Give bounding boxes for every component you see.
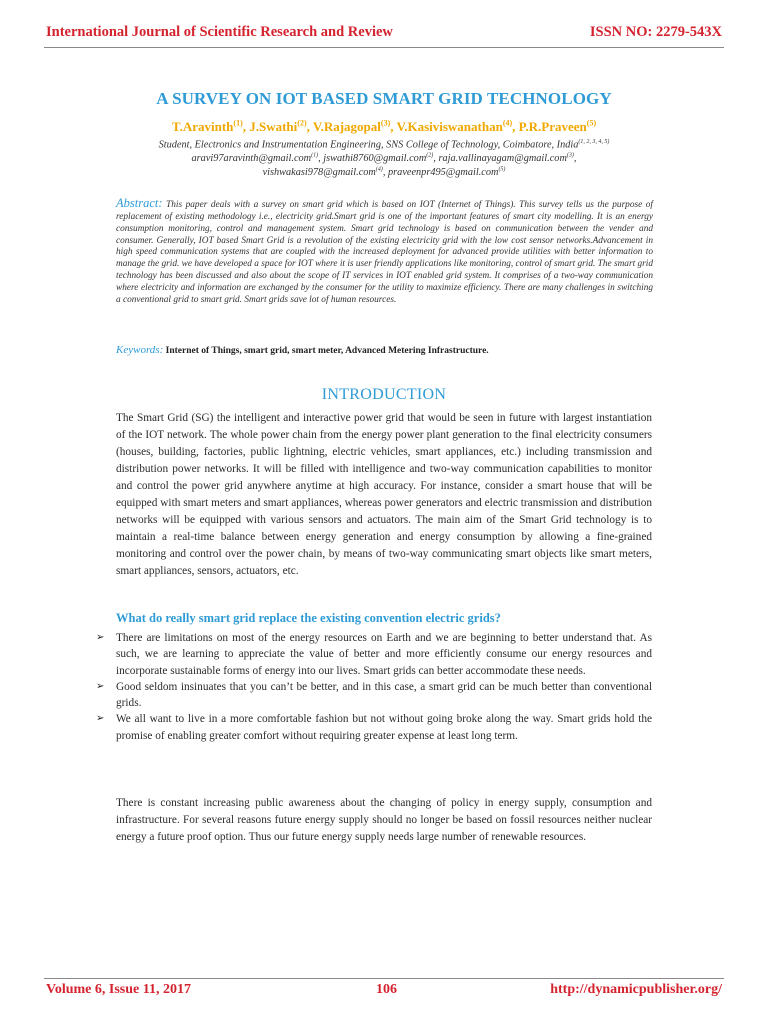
list-item <box>96 630 652 679</box>
intro-paragraph: The Smart Grid (SG) the intelligent and interactive power grid that would be seen in future with largest instantiation of the IOT network. The whole power chain from the energy power plant generation to the final electricity consumers (houses, building, factories, public lightning, electric vehicles, smart appliances, etc.) including transmission and distribution power networks. It will be filled with intelligence and two-way communication capabilities to monitor and control the power grid anywhere anytime at high accuracy. For instance, consider a smart house that will be equipped with smart meters and smart appliances, whereas power generators and electric transmission and distribution networks will be equipped with various sensors and actuators. The main aim of the Smart Grid technology is to maintain a real-time balance between energy generation and energy consumption by allowing a fine-grained monitoring and control over the power chain, by means of two-way communicating smart objects like smart meters, smart appliances, sensors, actuators, etc. <box>116 412 652 577</box>
bullet-text: Good seldom insinuates that you can’t be better, and in this case, a smart grid can be much better than conventional grids. <box>116 680 652 710</box>
volume-info: Volume 6, Issue 11, 2017 <box>46 982 191 997</box>
author: V.Kasiviswanathan$^{(4)}$, <box>396 119 519 135</box>
affiliation-sup: (1, 2, 3, 4, 5) <box>578 139 610 145</box>
arrow-bullet-icon: ➢ <box>96 632 105 643</box>
email[interactable]: raja.vallinayagam@gmail.com$^{(3)}$, <box>438 153 577 165</box>
arrow-bullet-icon: ➢ <box>96 713 105 725</box>
author: P.R.Praveen$^{(5)}$ <box>518 119 597 135</box>
footer-rule <box>44 978 724 979</box>
bullet-text: There are limitations on most of the energy resources on Earth and we are beginning to better understand that. As such, we are learning to appreciate the value of better and more efficiently consume our energy resources and incorporate sustainable forms of energy into our lives. Smart grids can better accommodate these needs. <box>116 632 652 677</box>
closing-paragraph: There is constant increasing public awareness about the changing of policy in energy supply, consumption and infrastructure. For several reasons future energy supply should no longer be based on fossil resources neither nuclear energy a future proof option. Thus our future energy supply needs large number of renewable resources. <box>116 797 652 843</box>
section-heading-introduction: INTRODUCTION <box>321 386 447 403</box>
publisher-link[interactable]: http://dynamicpublisher.org/ <box>550 982 722 997</box>
abstract-label: Abstract: <box>116 196 163 210</box>
header-rule <box>44 47 724 48</box>
bullet-text: We all want to live in a more comfortable fashion but not without going broke along the way. Smart grids hold the promise of enabling greater comfort without requiring greater expense at least long term. <box>116 713 652 742</box>
keywords <box>116 344 676 356</box>
issn-number: ISSN NO: 2279-543X <box>589 24 722 40</box>
list-item <box>96 679 652 712</box>
affiliation-block <box>60 137 708 179</box>
email[interactable]: aravi97aravinth@gmail.com$^{(1)}$, <box>191 153 324 165</box>
abstract-text: This paper deals with a survey on smart grid which is based on IOT (Internet of Things). This survey tells us the purpose of replacement of existing methodology i.e., electricity grid.Smart grid is one of the important features of smart city modelling. It is an energy consumption monitoring, control and management system. Smart grid technology is based on communication between the vender and consumer. Generally, IOT based Smart Grid is a revolution of the existing electricity grid with the low cost sensor networks.Advancement in high speed communication systems that are coupled with the increased deployment for advanced provide utilities with better information to manage the grid. we have developed a space for IOT where it is user friendly applications like monitoring, control of smart grid. The smart grid technology has been discussed and also about the scope of IT services in IOT enabled grid system. It comprises of a two-way communication where electricity and information are exchanged by the consumer for the utility to maximize efficiency. There are many challenges in switching a conventional grid to smart grid. Smart grids save lot of human resources. <box>116 200 653 305</box>
arrow-bullet-icon: ➢ <box>96 680 105 692</box>
page-number: 106 <box>376 982 397 997</box>
affiliation: Student, Electronics and Instrumentation Engineering, SNS College of Technology, Coimbatore, India <box>158 139 579 151</box>
abstract <box>116 198 653 307</box>
email[interactable]: vishwakasi978@gmail.com$^{(4)}$, <box>262 167 389 179</box>
keywords-label: Keywords: <box>116 344 164 356</box>
email[interactable]: praveenpr495@gmail.com$^{(5)}$ <box>388 167 506 179</box>
paper-title: A SURVEY ON IOT BASED SMART GRID TECHNOLOGY <box>156 89 612 108</box>
author: T.Aravinth$^{(1)}$, <box>171 119 250 135</box>
journal-name: International Journal of Scientific Research and Review <box>46 24 393 40</box>
page-header <box>46 24 722 42</box>
list-item <box>96 711 652 744</box>
bullet-list <box>96 630 652 744</box>
keywords-value: Internet of Things, smart grid, smart meter, Advanced Metering Infrastructure. <box>165 346 489 356</box>
author-list <box>0 119 768 135</box>
email[interactable]: jswathi8760@gmail.com$^{(2)}$, <box>323 153 439 165</box>
subheading: What do really smart grid replace the existing convention electric grids? <box>116 611 501 625</box>
page-footer <box>46 982 722 1000</box>
author: V.Rajagopal$^{(3)}$, <box>312 119 397 135</box>
author: J.Swathi$^{(2)}$, <box>249 119 313 135</box>
